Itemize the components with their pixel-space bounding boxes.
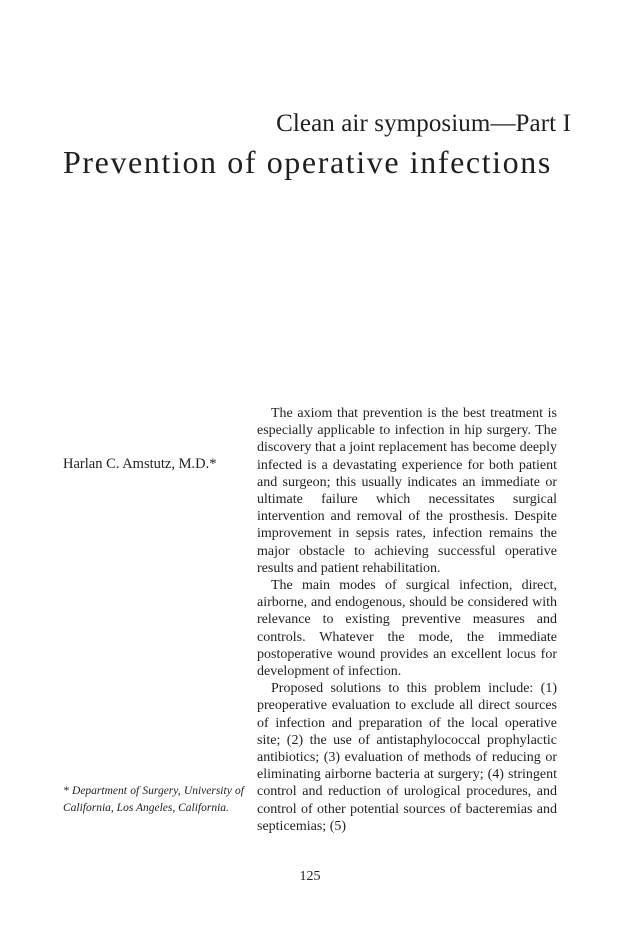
article-title: Prevention of operative infections [63,144,552,180]
series-title: Clean air symposium—Part I [276,110,571,137]
affiliation-text: * Department of Surgery, University of California, Los Angeles, California. [63,785,244,814]
body-paragraph-2: The main modes of surgical infection, direct, airborne, and endogenous, should be considered with relevance to existing preventive measures and controls. Whatever the mode, the immediate postoperative wound provides an excellent locus for development of infection. [257,578,557,680]
body-paragraph-1: The axiom that prevention is the best treatment is especially applicable to infection in hip surgery. The discovery that a joint replacement has become deeply infected is a devastating experience for both patient and surgeon; this usually indicates an immediate or ultimate failure which necessitates surgical intervention and removal of the prosthesis. Despite improvement in sepsis rates, infection remains the major obstacle to achieving successful operative results and patient rehabilitation. [257,406,557,576]
article-body [257,405,557,835]
body-paragraph-3: Proposed solutions to this problem include: (1) preoperative evaluation to exclude all direct sources of infection and preparation of the local operative site; (2) the use of antistaphylococcal prophylactic antibiotics; (3) evaluation of methods of reducing or eliminating airborne bacteria at surgery; (4) stringent control and reduction of urological procedures, and control of other potential sources of bacteremias and septicemias; (5) [257,681,557,834]
page-number: 125 [299,869,321,884]
author-affiliation-footnote [63,783,244,816]
author-name: Harlan C. Amstutz, M.D.* [63,456,217,472]
